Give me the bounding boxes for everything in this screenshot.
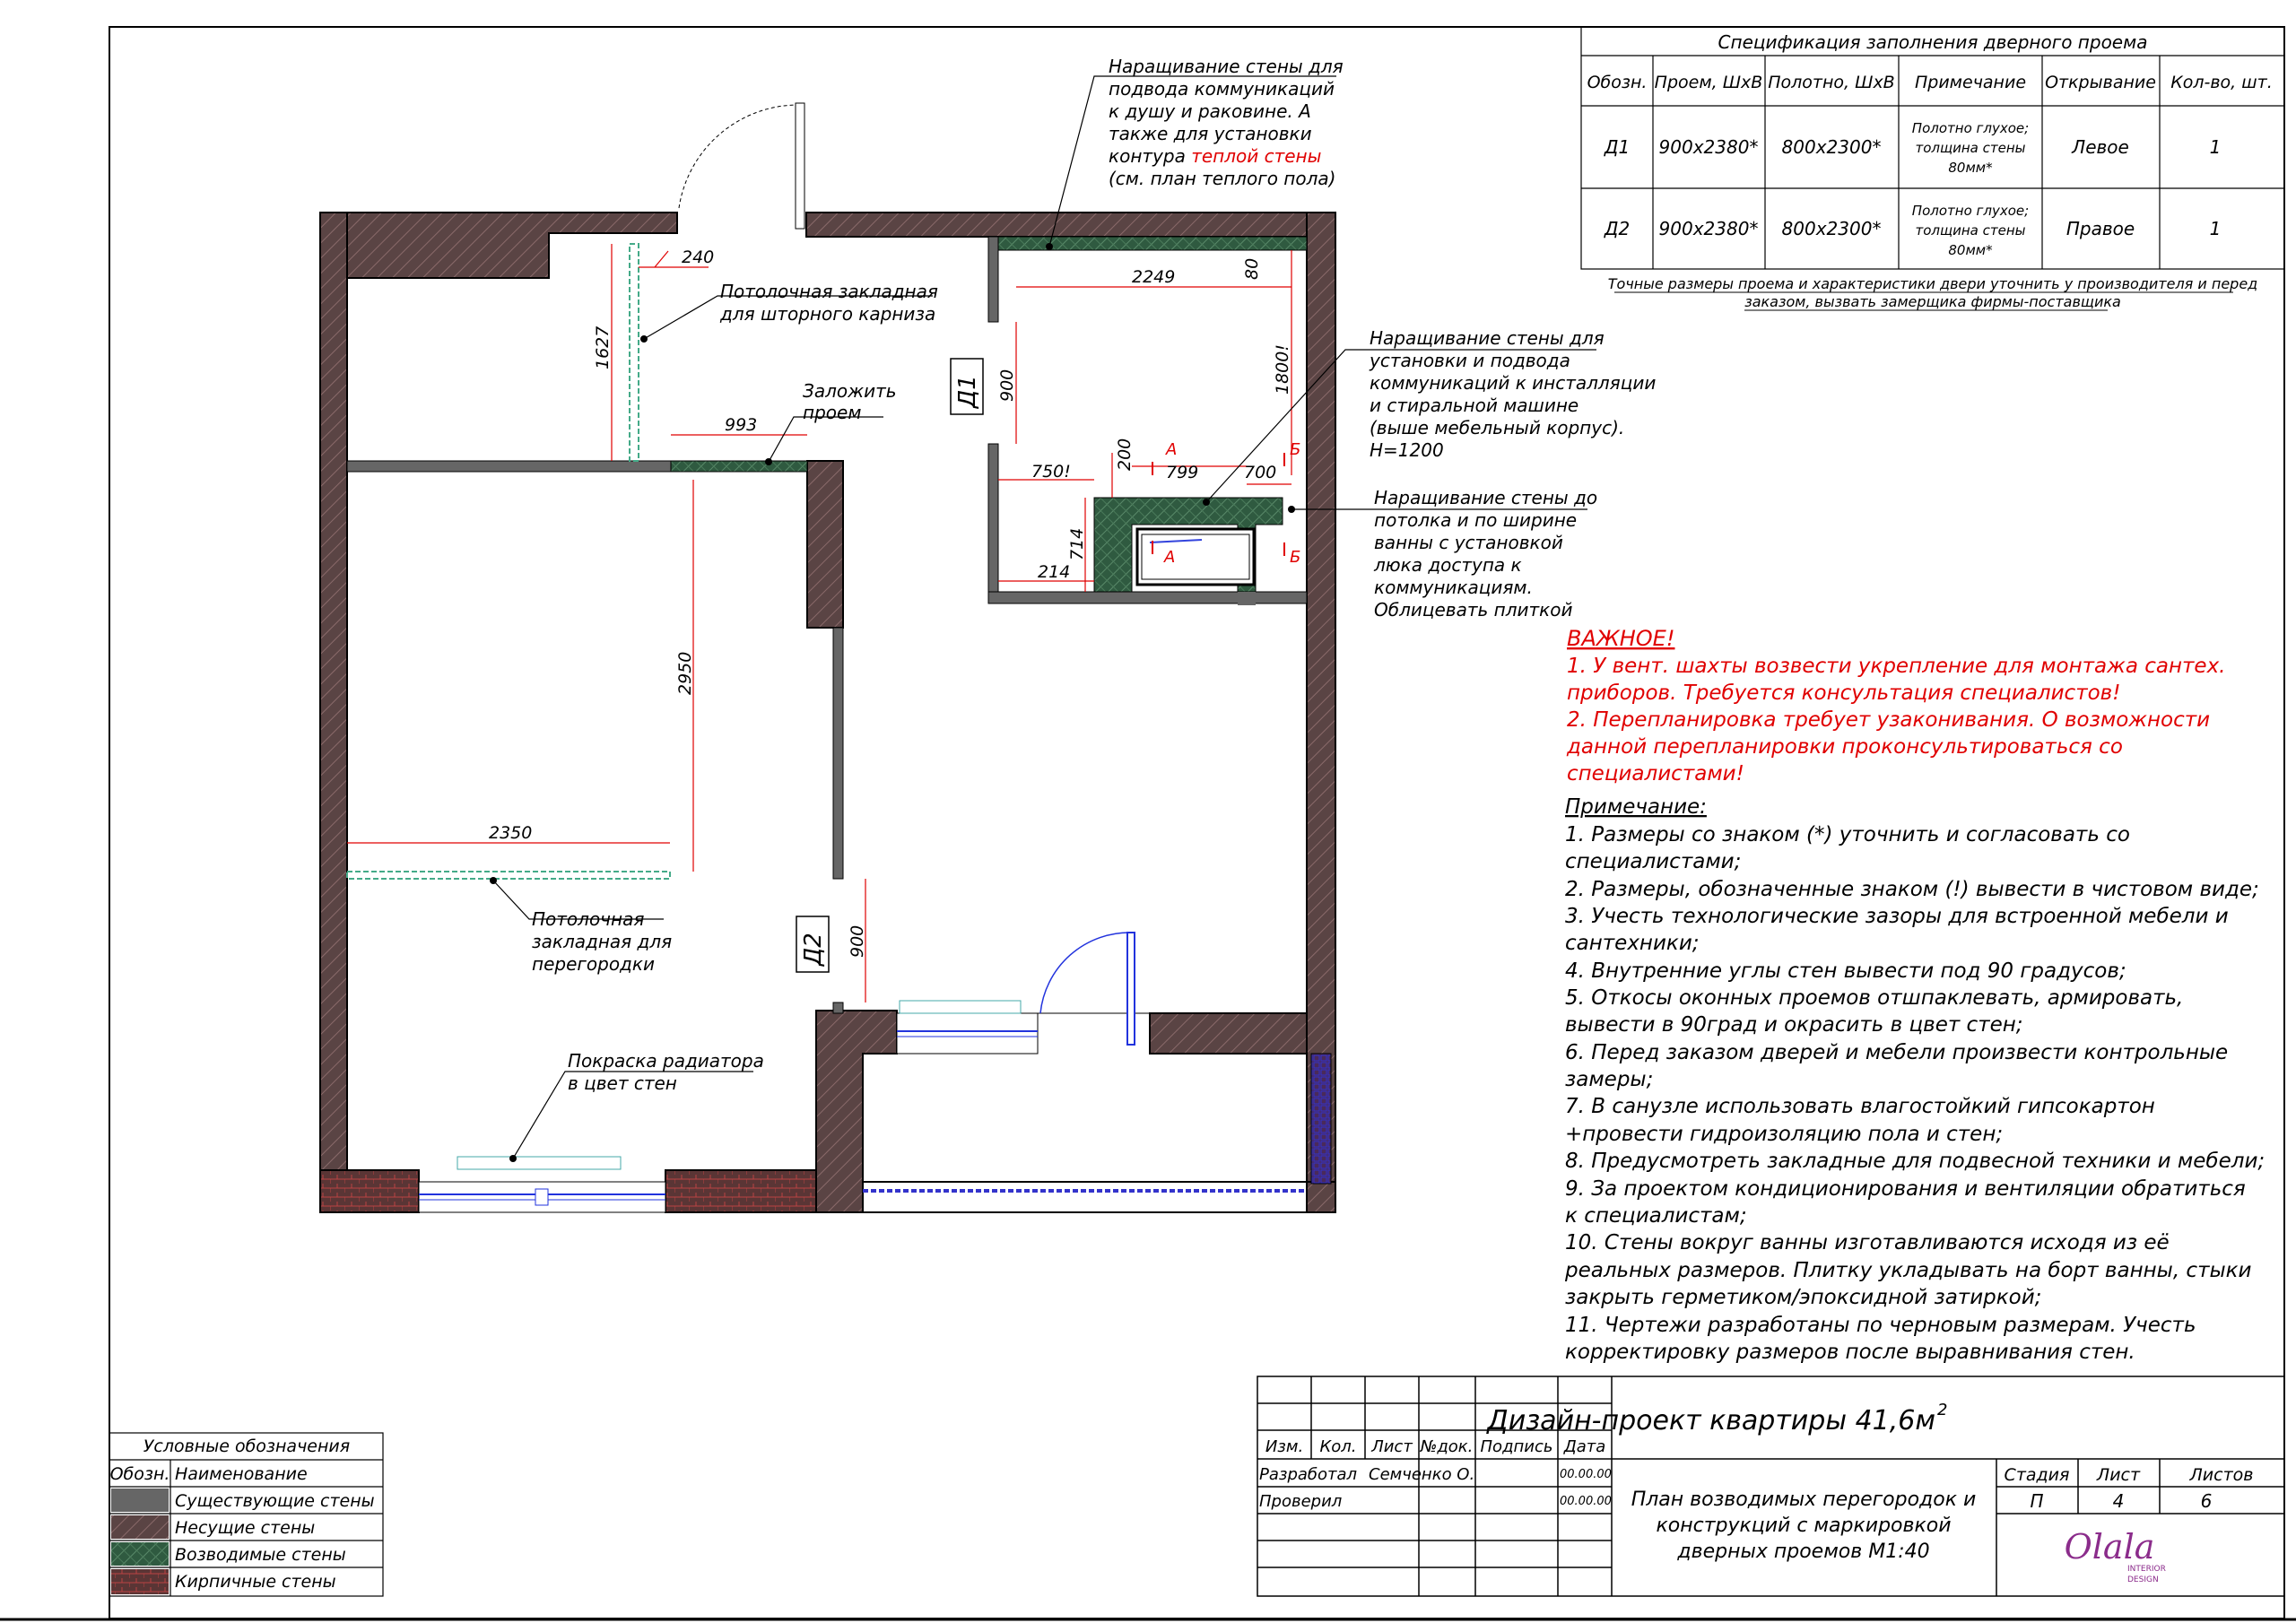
existing-wall-vertical	[833, 628, 843, 879]
svg-text:Левое: Левое	[2072, 136, 2129, 158]
svg-text:Точные размеры проема и характ: Точные размеры проема и характеристики двери уточнить у производителя и перед	[1607, 275, 2258, 292]
load-bearing-wall-left	[320, 213, 347, 1212]
svg-text:толщина стены: толщина стены	[1915, 222, 2026, 239]
svg-text:(выше мебельный корпус).: (выше мебельный корпус).	[1370, 417, 1625, 438]
svg-text:Кол.: Кол.	[1319, 1437, 1357, 1456]
dim-2350: 2350	[489, 823, 533, 843]
svg-text:толщина стены: толщина стены	[1915, 140, 2026, 156]
svg-text:Обозн.: Обозн.	[109, 1464, 170, 1484]
svg-text:Возводимые стены: Возводимые стены	[175, 1545, 346, 1565]
existing-wall-horizontal	[347, 461, 674, 472]
svg-text:Потолочная закладная: Потолочная закладная	[720, 281, 938, 302]
general-notes	[1564, 795, 2265, 1364]
svg-text:также для установки: также для установки	[1109, 123, 1312, 144]
svg-text:Наименование: Наименование	[175, 1464, 308, 1484]
svg-text:Листов: Листов	[2189, 1465, 2254, 1485]
developer-role: Разработал	[1259, 1465, 1358, 1484]
svg-text:специалистами!: специалистами!	[1567, 762, 1744, 785]
svg-text:Облицевать плиткой: Облицевать плиткой	[1374, 599, 1573, 621]
svg-text:Кол-во, шт.: Кол-во, шт.	[2170, 73, 2273, 92]
svg-text:800х2300*: 800х2300*	[1781, 218, 1882, 239]
svg-text:2: 2	[1937, 1401, 1948, 1419]
svg-text:6: 6	[2200, 1490, 2213, 1512]
svg-text:Полотно, ШхВ: Полотно, ШхВ	[1768, 73, 1895, 92]
dim-993: 993	[725, 415, 758, 435]
svg-text:Покраска радиатора: Покраска радиатора	[568, 1050, 764, 1072]
svg-text:сантехники;: сантехники;	[1565, 932, 1700, 955]
dim-214: 214	[1038, 562, 1071, 582]
dim-2249: 2249	[1132, 267, 1176, 287]
brick-wall-bottom-left	[320, 1170, 419, 1212]
svg-text:Наращивание стены до: Наращивание стены до	[1374, 487, 1598, 508]
company-logo: Olala	[2064, 1527, 2155, 1567]
svg-text:5. Откосы оконных проемов отшп: 5. Откосы оконных проемов отшпаклевать, армировать,	[1565, 986, 2184, 1010]
callout-wall-install	[1369, 327, 1656, 461]
dim-750: 750!	[1031, 462, 1071, 482]
svg-text:4: 4	[2112, 1490, 2125, 1512]
section-b-bottom: Б	[1290, 548, 1301, 567]
svg-text:Обозн.: Обозн.	[1587, 73, 1648, 92]
svg-text:1: 1	[2209, 136, 2222, 158]
window-bottom-left	[419, 1182, 665, 1212]
legend-swatch-new	[111, 1542, 169, 1566]
legend-swatch-brick	[111, 1569, 169, 1594]
section-b-top: Б	[1290, 440, 1301, 459]
section-a-bottom: А	[1164, 548, 1176, 567]
svg-text:потолка и по ширине: потолка и по ширине	[1374, 509, 1578, 531]
svg-text:800х2300*: 800х2300*	[1781, 136, 1882, 158]
svg-text:Проем, ШхВ: Проем, ШхВ	[1654, 73, 1763, 92]
svg-text:конструкций с маркировкой: конструкций с маркировкой	[1656, 1515, 1952, 1537]
svg-text:INTERIOR: INTERIOR	[2127, 1565, 2166, 1574]
brick-wall-bottom-mid	[665, 1170, 816, 1212]
svg-text:Дата: Дата	[1563, 1437, 1606, 1456]
legend-swatch-existing	[111, 1488, 169, 1512]
svg-text:Кирпичные стены: Кирпичные стены	[175, 1572, 336, 1592]
new-wall-close-opening	[671, 461, 807, 472]
checker-role: Проверил	[1259, 1492, 1343, 1511]
svg-text:+провести гидроизоляцию пола и: +провести гидроизоляцию пола и стен;	[1565, 1123, 2004, 1146]
svg-text:Д2: Д2	[1604, 218, 1631, 239]
dim-80: 80	[1242, 257, 1262, 280]
svg-text:специалистами;: специалистами;	[1565, 850, 1742, 873]
svg-text:Условные обозначения: Условные обозначения	[143, 1436, 351, 1456]
svg-text:DESIGN: DESIGN	[2127, 1575, 2159, 1584]
svg-text:Стадия: Стадия	[2004, 1465, 2070, 1485]
svg-text:900х2380*: 900х2380*	[1658, 136, 1759, 158]
svg-text:80мм*: 80мм*	[1948, 242, 1993, 258]
svg-text:Полотно глухое;: Полотно глухое;	[1911, 203, 2030, 219]
dim-200: 200	[1115, 438, 1135, 471]
partition-embed	[347, 872, 670, 879]
svg-text:Лист: Лист	[1371, 1437, 1413, 1456]
svg-text:1. У вент. шахты возвести укре: 1. У вент. шахты возвести укрепление для монтажа сантех.	[1567, 655, 2226, 678]
svg-text:1. Размеры со знаком (*) уточн: 1. Размеры со знаком (*) уточнить и согласовать со	[1565, 823, 2130, 846]
svg-text:Несущие стены: Несущие стены	[175, 1518, 316, 1538]
svg-text:вывести в 90град и окрасить в: вывести в 90град и окрасить в цвет стен;	[1565, 1013, 2023, 1037]
svg-text:в цвет стен: в цвет стен	[568, 1072, 677, 1094]
project-title: Дизайн-проект квартиры 41,6м	[1487, 1405, 1935, 1436]
svg-text:проем: проем	[803, 402, 862, 423]
svg-text:80мм*: 80мм*	[1948, 160, 1993, 176]
svg-text:(см. план теплого пола): (см. план теплого пола)	[1109, 168, 1336, 189]
svg-text:1: 1	[2209, 218, 2222, 239]
svg-text:закладная для: закладная для	[532, 931, 673, 952]
legend	[109, 1433, 383, 1596]
door-mark-d2: Д2	[800, 933, 827, 966]
svg-text:9. За проектом кондиционирован: 9. За проектом кондиционирования и вентиляции обратиться	[1565, 1177, 2246, 1201]
svg-text:Открывание: Открывание	[2045, 73, 2156, 92]
callout-partition	[532, 908, 672, 975]
svg-text:люка доступа к: люка доступа к	[1374, 554, 1522, 576]
bath-wall-bottom	[988, 592, 1307, 603]
svg-text:закрыть герметиком/эпоксидной: закрыть герметиком/эпоксидной затиркой;	[1565, 1286, 2042, 1309]
svg-text:к душу и раковине. А: к душу и раковине. А	[1109, 100, 1311, 122]
svg-text:для шторного карниза: для шторного карниза	[720, 303, 936, 325]
svg-text:2. Размеры, обозначенные знако: 2. Размеры, обозначенные знаком (!) вывести в чистовом виде;	[1565, 878, 2259, 901]
svg-text:Д1: Д1	[1604, 136, 1631, 158]
svg-text:№док.: №док.	[1420, 1437, 1474, 1456]
dim-714: 714	[1067, 527, 1087, 560]
new-wall-top	[998, 237, 1307, 250]
important-notes	[1566, 626, 2226, 785]
svg-text:подвода коммуникаций: подвода коммуникаций	[1109, 78, 1335, 100]
svg-text:коммуникациям.: коммуникациям.	[1374, 577, 1533, 598]
svg-text:00.00.00: 00.00.00	[1560, 1495, 1612, 1508]
svg-text:корректировку размеров после в: корректировку размеров после выравнивания стен.	[1565, 1341, 2135, 1364]
svg-text:и стиральной машине: и стиральной машине	[1370, 395, 1579, 416]
svg-text:11. Чертежи разработаны по чер: 11. Чертежи разработаны по черновым размерам. Учесть	[1565, 1314, 2196, 1337]
dim-240: 240	[682, 247, 715, 267]
svg-text:коммуникаций к инсталляции: коммуникаций к инсталляции	[1370, 372, 1657, 394]
svg-text:4. Внутренние углы стен вывест: 4. Внутренние углы стен вывести под 90 градусов;	[1565, 959, 2126, 983]
radiator-right	[900, 1001, 1021, 1013]
svg-text:00.00.00: 00.00.00	[1560, 1468, 1612, 1481]
svg-text:6. Перед заказом дверей и мебе: 6. Перед заказом дверей и мебели произвести контрольные	[1565, 1041, 2229, 1064]
svg-text:приборов. Требуется консультац: приборов. Требуется консультация специалистов!	[1567, 681, 2121, 705]
svg-text:Существующие стены: Существующие стены	[175, 1491, 375, 1511]
door-entrance	[677, 103, 806, 233]
svg-text:Правое: Правое	[2066, 218, 2135, 239]
radiator-left	[457, 1157, 621, 1169]
callout-curtain	[719, 281, 938, 325]
svg-text:10. Стены вокруг ванны изготав: 10. Стены вокруг ванны изготавливаются исходя из её	[1565, 1231, 2170, 1254]
svg-text:перегородки: перегородки	[532, 953, 655, 975]
svg-text:Полотно глухое;: Полотно глухое;	[1911, 120, 2030, 136]
dim-900a: 900	[997, 369, 1017, 402]
svg-text:Лист: Лист	[2096, 1465, 2141, 1485]
load-bearing-wall-top-left	[320, 213, 677, 278]
section-a-top: А	[1166, 440, 1178, 459]
svg-text:П: П	[2030, 1490, 2044, 1512]
svg-text:к специалистам;: к специалистам;	[1565, 1204, 1747, 1228]
developer-name: Семченко О.	[1369, 1465, 1475, 1484]
load-bearing-wall-top-right	[806, 213, 1335, 237]
svg-text:данной перепланировки проконсу: данной перепланировки проконсультироваться со	[1567, 735, 2123, 759]
svg-text:Примечание:: Примечание:	[1565, 795, 1707, 819]
dim-700: 700	[1244, 463, 1277, 482]
svg-text:контура теплой стены: контура теплой стены	[1109, 145, 1322, 167]
sheet-title: План возводимых перегородок и	[1631, 1488, 1977, 1511]
callout-wall-bath	[1373, 487, 1597, 621]
dim-799: 799	[1166, 463, 1199, 482]
svg-text:Спецификация заполнения дверно: Спецификация заполнения дверного проема	[1718, 31, 2148, 53]
dim-2950: 2950	[675, 651, 695, 695]
load-bearing-wall-bottom-right	[1150, 1013, 1307, 1054]
svg-text:8. Предусмотреть закладные для: 8. Предусмотреть закладные для подвесной техники и мебели;	[1565, 1150, 2266, 1173]
svg-text:Н=1200: Н=1200	[1370, 439, 1444, 461]
svg-text:заказом, вызвать замерщика фир: заказом, вызвать замерщика фирмы-поставщика	[1744, 293, 2121, 310]
callout-wall-top	[1109, 56, 1344, 189]
bath-wall-left	[988, 444, 998, 603]
bath-wall-left-top	[988, 237, 998, 322]
svg-text:3. Учесть технологические зазо: 3. Учесть технологические зазоры для встроенной мебели и	[1565, 905, 2229, 928]
tile-wall-balcony	[1311, 1054, 1331, 1184]
svg-text:2. Перепланировка требует узак: 2. Перепланировка требует узаконивания. О возможности	[1567, 708, 2211, 732]
dim-1800: 1800!	[1273, 344, 1292, 395]
dim-1627: 1627	[593, 325, 613, 369]
title-block	[1257, 1376, 2284, 1596]
svg-text:7. В санузле использовать влаг: 7. В санузле использовать влагостойкий гипсокартон	[1565, 1095, 2155, 1118]
load-bearing-pier	[807, 461, 843, 628]
floor-plan	[320, 56, 1656, 1212]
door-d2	[1038, 933, 1150, 1045]
door-spec-text	[1587, 31, 2273, 310]
svg-text:установки и подвода: установки и подвода	[1370, 350, 1570, 371]
bathtub	[1137, 529, 1254, 585]
svg-text:Наращивание стены для: Наращивание стены для	[1370, 327, 1605, 349]
window-bottom-right	[897, 1013, 1038, 1054]
svg-text:ванны с установкой: ванны с установкой	[1374, 532, 1563, 553]
svg-text:ВАЖНОЕ!: ВАЖНОЕ!	[1567, 626, 1675, 651]
svg-text:Наращивание стены для: Наращивание стены для	[1109, 56, 1344, 77]
svg-text:Подпись: Подпись	[1480, 1437, 1553, 1456]
svg-text:900х2380*: 900х2380*	[1658, 218, 1759, 239]
svg-text:дверных проемов М1:40: дверных проемов М1:40	[1677, 1541, 1930, 1563]
dim-900b: 900	[848, 924, 867, 958]
door-mark-d1: Д1	[954, 375, 981, 408]
svg-text:Примечание: Примечание	[1914, 73, 2027, 92]
svg-text:замеры;: замеры;	[1565, 1068, 1654, 1091]
svg-text:Изм.: Изм.	[1265, 1437, 1304, 1456]
svg-text:реальных размеров. Плитку укла: реальных размеров. Плитку укладывать на борт ванны, стыки	[1565, 1259, 2252, 1282]
svg-text:Потолочная: Потолочная	[532, 908, 645, 930]
curtain-embed	[630, 244, 639, 461]
svg-text:Заложить: Заложить	[803, 380, 897, 402]
legend-swatch-load-bearing	[111, 1515, 169, 1539]
